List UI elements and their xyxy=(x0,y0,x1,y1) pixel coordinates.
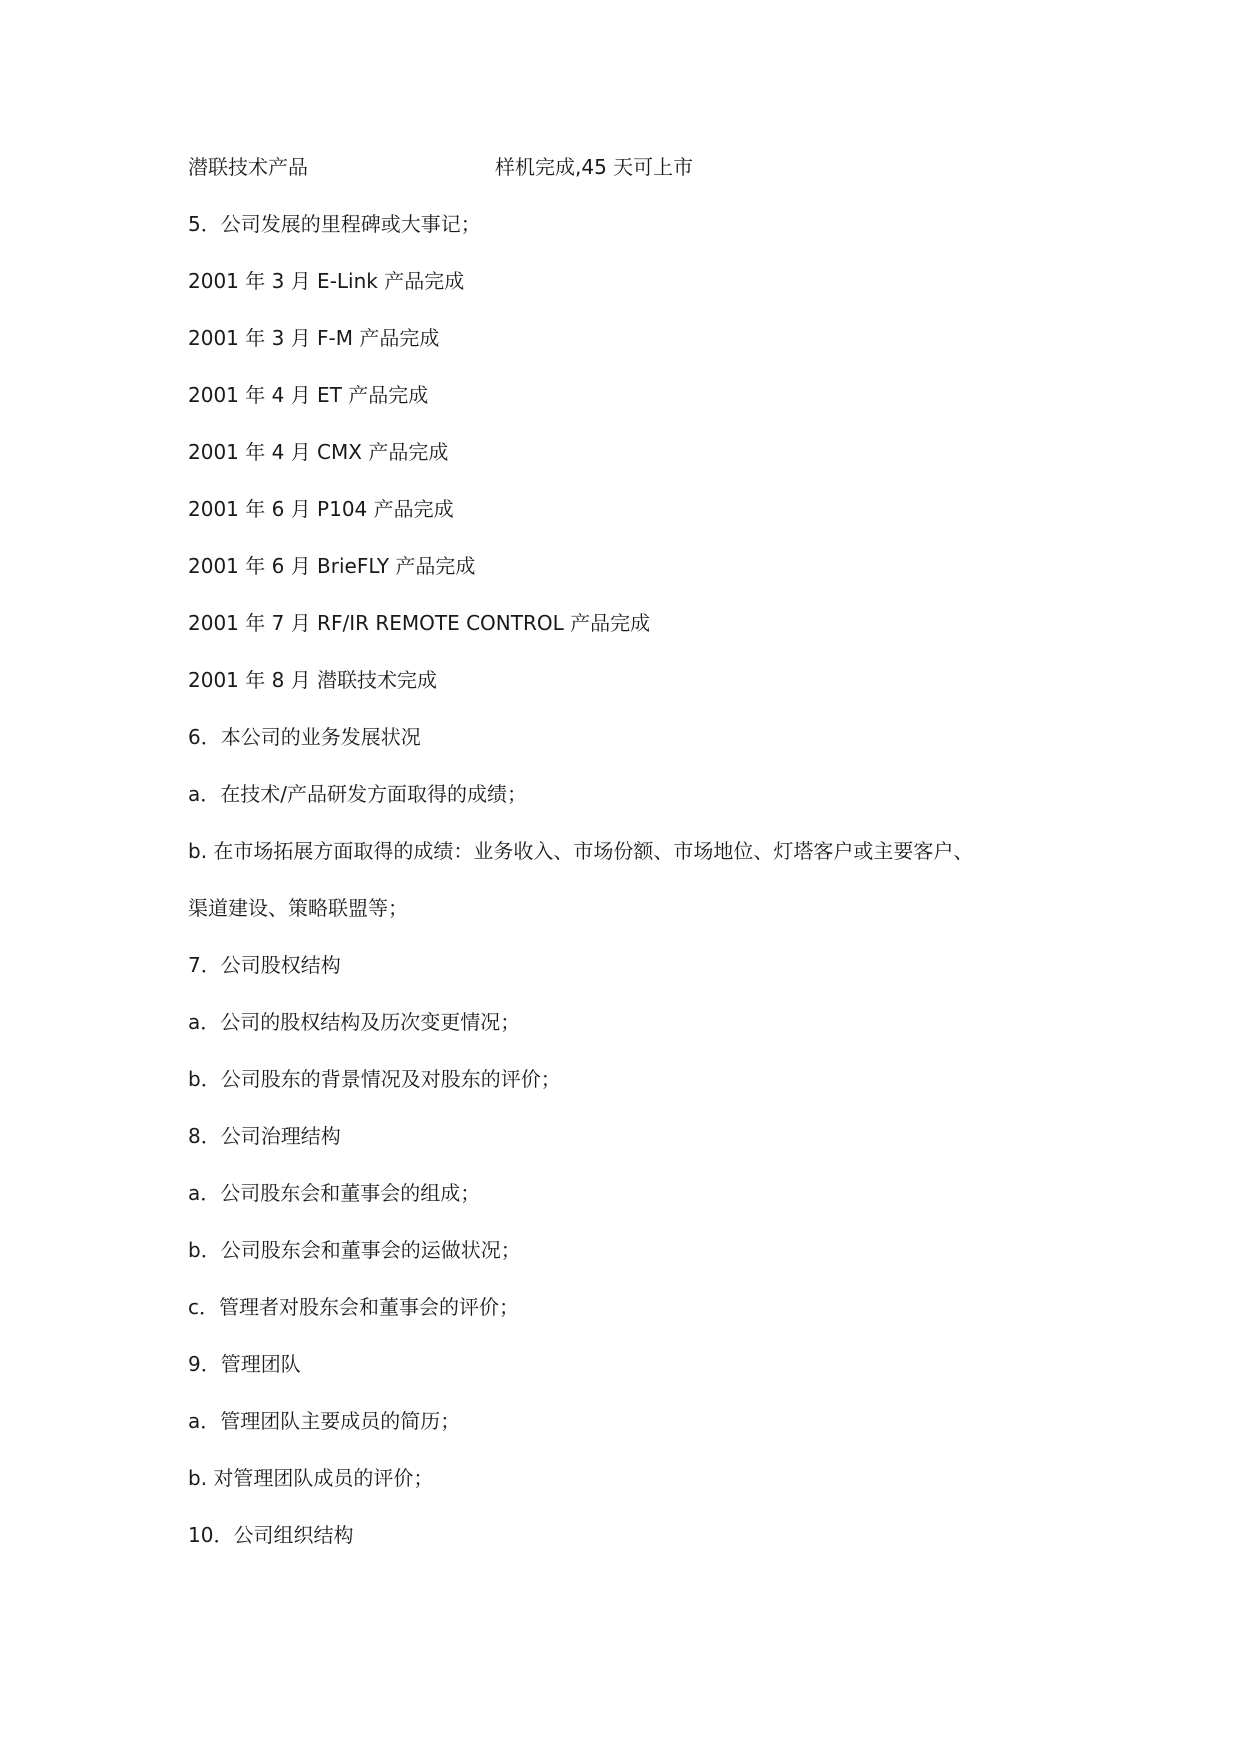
milestone-item: 2001 年 3 月 E-Link 产品完成 xyxy=(188,269,465,293)
section-heading: 10．公司组织结构 xyxy=(188,1523,354,1547)
list-item: b. 在市场拓展方面取得的成绩：业务收入、市场份额、市场地位、灯塔客户或主要客户、 xyxy=(188,839,974,863)
milestone-item: 2001 年 4 月 CMX 产品完成 xyxy=(188,440,449,464)
list-item: a．公司股东会和董事会的组成； xyxy=(188,1181,481,1205)
list-item: b．公司股东会和董事会的运做状况； xyxy=(188,1238,521,1262)
list-item: c．管理者对股东会和董事会的评价； xyxy=(188,1295,519,1319)
product-status: 样机完成,45 天可上市 xyxy=(495,155,694,179)
milestone-item: 2001 年 8 月 潜联技术完成 xyxy=(188,668,438,692)
product-name: 潜联技术产品 xyxy=(188,155,308,179)
list-item: a．公司的股权结构及历次变更情况； xyxy=(188,1010,521,1034)
section-heading: 9．管理团队 xyxy=(188,1352,301,1376)
list-item: a．在技术/产品研发方面取得的成绩； xyxy=(188,782,527,806)
milestone-item: 2001 年 6 月 BrieFLY 产品完成 xyxy=(188,554,476,578)
section-heading: 8．公司治理结构 xyxy=(188,1124,341,1148)
section-heading: 7．公司股权结构 xyxy=(188,953,341,977)
milestone-item: 2001 年 7 月 RF/IR REMOTE CONTROL 产品完成 xyxy=(188,611,651,635)
section-heading: 6．本公司的业务发展状况 xyxy=(188,725,421,749)
list-item: b. 对管理团队成员的评价； xyxy=(188,1466,434,1490)
product-status-row xyxy=(188,153,808,181)
milestone-item: 2001 年 3 月 F-M 产品完成 xyxy=(188,326,440,350)
list-item-continuation: 渠道建设、策略联盟等； xyxy=(188,896,408,920)
milestone-item: 2001 年 6 月 P104 产品完成 xyxy=(188,497,454,521)
list-item: a．管理团队主要成员的简历； xyxy=(188,1409,461,1433)
milestone-item: 2001 年 4 月 ET 产品完成 xyxy=(188,383,429,407)
section-heading: 5．公司发展的里程碑或大事记； xyxy=(188,212,481,236)
list-item: b．公司股东的背景情况及对股东的评价； xyxy=(188,1067,561,1091)
